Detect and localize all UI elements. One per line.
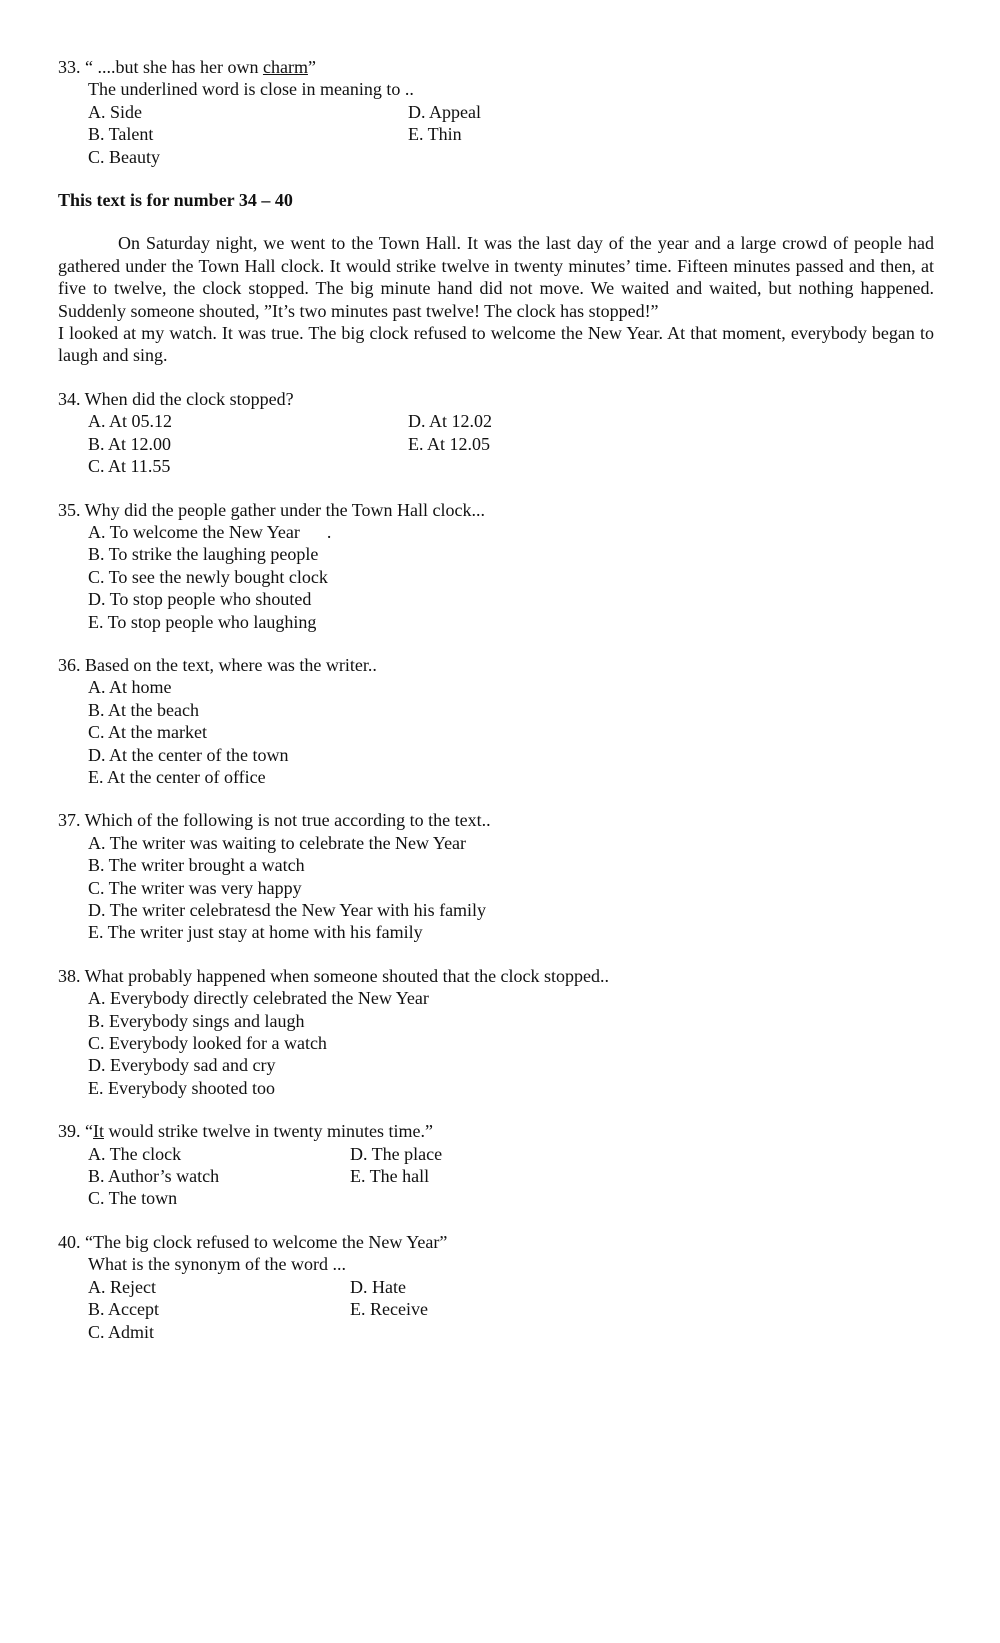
question-36-stem: 36. Based on the text, where was the writer.. xyxy=(58,654,377,675)
question-38-option-d: D. Everybody sad and cry xyxy=(88,1055,276,1076)
question-38-option-b: B. Everybody sings and laugh xyxy=(88,1010,305,1031)
question-33-underlined-word: charm xyxy=(262,57,308,77)
question-37-stem: 37. Which of the following is not true according to the text.. xyxy=(58,810,491,831)
question-40-stem: 40. “The big clock refused to welcome the New Year” xyxy=(58,1231,448,1252)
question-40-option-c: C. Admit xyxy=(88,1321,155,1342)
question-37-option-b: B. The writer brought a watch xyxy=(88,855,305,876)
question-36-option-a: A. At home xyxy=(88,677,172,698)
passage-paragraph-1: On Saturday night, we went to the Town Hall. It was the last day of the year and a large crowd of people had gathered under the Town Hall clock. It would strike twelve in twenty minutes’ time. Fifteen minutes passed and then, at five to twelve, the clock stopped. The big minute hand did not move. We waited and waited, but nothing happened. Suddenly someone shouted, ”It’s two minutes past twelve! The clock has stopped!” xyxy=(58,233,934,321)
question-38-option-a: A. Everybody directly celebrated the New Year xyxy=(88,988,429,1009)
question-39-option-c: C. The town xyxy=(88,1188,178,1209)
question-33-option-c: C. Beauty xyxy=(88,146,160,167)
question-40-option-e: E. Receive xyxy=(350,1299,428,1320)
question-37-option-a: A. The writer was waiting to celebrate the New Year xyxy=(88,832,467,853)
question-35-option-a: A. To welcome the New Year . xyxy=(88,521,332,542)
question-34-option-a: A. At 05.12 xyxy=(88,411,173,432)
question-33-stem xyxy=(58,56,934,78)
question-34-option-d: D. At 12.02 xyxy=(408,411,493,432)
question-40-instruction: What is the synonym of the word ... xyxy=(88,1254,346,1275)
question-40-option-d: D. Hate xyxy=(350,1276,406,1297)
question-39-stem-suffix: would strike twelve in twenty minutes time.” xyxy=(104,1121,433,1142)
worksheet-page xyxy=(58,56,934,1343)
question-33-stem-suffix: ” xyxy=(307,57,316,77)
question-33-instruction: The underlined word is close in meaning to .. xyxy=(88,79,414,100)
question-39-option-b: B. Author’s watch xyxy=(88,1166,220,1187)
passage-paragraph-2: I looked at my watch. It was true. The big clock refused to welcome the New Year. At that moment, everybody began to laugh and sing. xyxy=(58,323,934,366)
question-38-option-e: E. Everybody shooted too xyxy=(88,1077,275,1098)
question-37-option-c: C. The writer was very happy xyxy=(88,877,302,898)
question-33-option-d: D. Appeal xyxy=(408,101,481,122)
question-34 xyxy=(58,388,934,478)
question-39-option-a: A. The clock xyxy=(88,1143,182,1164)
question-38-stem: 38. What probably happened when someone shouted that the clock stopped.. xyxy=(58,965,610,986)
question-35-option-d: D. To stop people who shouted xyxy=(88,589,312,610)
question-34-stem: 34. When did the clock stopped? xyxy=(58,388,294,409)
question-36 xyxy=(58,654,934,788)
question-36-option-b: B. At the beach xyxy=(88,699,199,720)
question-38-option-c: C. Everybody looked for a watch xyxy=(88,1033,327,1054)
question-34-option-e: E. At 12.05 xyxy=(408,433,491,454)
question-39-option-d: D. The place xyxy=(350,1143,443,1164)
question-40-option-b: B. Accept xyxy=(88,1299,159,1320)
question-40-option-a: A. Reject xyxy=(88,1276,156,1297)
question-37-option-d: D. The writer celebratesd the New Year with his family xyxy=(88,900,487,920)
question-33-option-b: B. Talent xyxy=(88,124,154,145)
question-39-stem xyxy=(58,1120,934,1142)
question-33-option-e: E. Thin xyxy=(408,124,462,145)
question-40 xyxy=(58,1231,934,1343)
question-39 xyxy=(58,1120,934,1210)
reading-passage xyxy=(58,232,934,366)
question-37-option-e: E. The writer just stay at home with his family xyxy=(88,922,423,943)
question-35-option-e: E. To stop people who laughing xyxy=(88,611,317,632)
question-35-option-c: C. To see the newly bought clock xyxy=(88,566,328,587)
question-36-option-d: D. At the center of the town xyxy=(88,744,289,765)
question-39-underlined-word: It xyxy=(93,1121,104,1142)
question-35-option-b: B. To strike the laughing people xyxy=(88,544,319,565)
question-33-option-a: A. Side xyxy=(88,101,142,122)
question-35 xyxy=(58,499,934,633)
section-heading: This text is for number 34 – 40 xyxy=(58,190,293,211)
question-39-stem-prefix: 39. “ xyxy=(58,1121,93,1142)
question-34-option-b: B. At 12.00 xyxy=(88,433,172,454)
question-38 xyxy=(58,965,934,1099)
question-33-stem-prefix: 33. “ ....but she has her own xyxy=(58,57,263,77)
question-39-option-e: E. The hall xyxy=(350,1166,430,1187)
question-33 xyxy=(58,56,934,168)
question-34-option-c: C. At 11.55 xyxy=(88,456,171,477)
question-36-option-e: E. At the center of office xyxy=(88,766,266,787)
question-35-stem: 35. Why did the people gather under the Town Hall clock... xyxy=(58,499,485,520)
question-37 xyxy=(58,809,934,943)
question-36-option-c: C. At the market xyxy=(88,722,207,743)
